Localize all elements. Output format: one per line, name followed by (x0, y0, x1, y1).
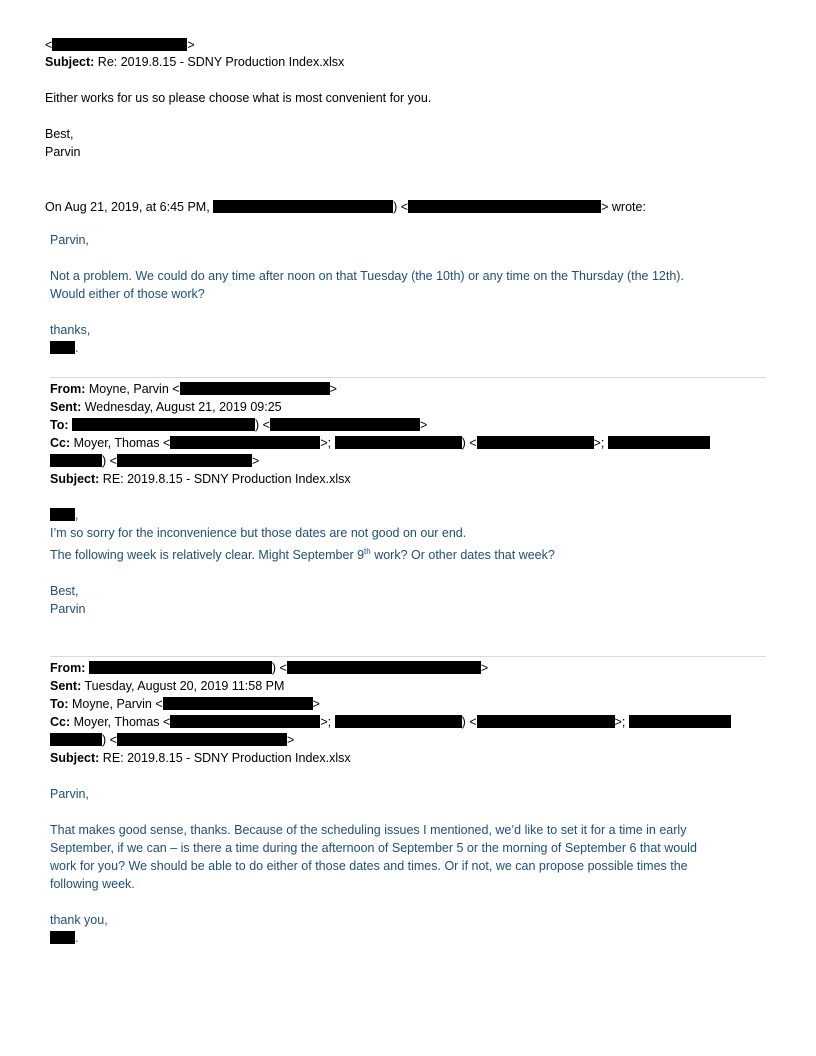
email3-subject-line (50, 749, 351, 767)
from-label: From: (50, 382, 86, 396)
sent-value: Tuesday, August 20, 2019 11:58 PM (81, 679, 285, 693)
quote-greeting: Parvin, (50, 233, 89, 247)
cc-value: Moyer, Thomas < (70, 715, 171, 729)
redaction-block (629, 715, 731, 728)
subject-label: Subject: (45, 55, 95, 69)
email2-body-line-2 (50, 546, 555, 564)
sent-value: Wednesday, August 21, 2019 09:25 (81, 400, 282, 414)
gt: > (251, 454, 260, 468)
from-label: From: (50, 661, 86, 675)
email2-sent-line (50, 398, 282, 416)
body-part-b: work? Or other dates that week? (370, 548, 555, 562)
cc-value: Moyer, Thomas < (70, 436, 171, 450)
email2-greeting (50, 506, 78, 524)
email3-greeting: Parvin, (50, 787, 89, 801)
to-label: To: (50, 697, 69, 711)
redaction-block (335, 436, 462, 449)
lt: < (45, 38, 53, 52)
sent-label: Sent: (50, 400, 82, 414)
top-subject-line (45, 53, 344, 71)
email3-body-line-1: That makes good sense, thanks. Because of the scheduling issues I mentioned, we’d like to set it for a time in early (50, 823, 687, 837)
close-lt: ) < (255, 418, 270, 432)
subject-label: Subject: (50, 472, 100, 486)
email3-signature (50, 929, 78, 947)
gt-semi: >; (614, 715, 629, 729)
body-part-a: The following week is relatively clear. Might September 9 (50, 548, 365, 562)
redaction-block (89, 661, 272, 674)
quote-intro-prefix: On Aug 21, 2019, at 6:45 PM, (45, 200, 214, 214)
gt-semi: >; (320, 715, 335, 729)
top-signature: Parvin (45, 145, 81, 159)
cc-label: Cc: (50, 436, 71, 450)
gt: > (286, 733, 295, 747)
subject-value: RE: 2019.8.15 - SDNY Production Index.xlsx (99, 472, 351, 486)
subject-label: Subject: (50, 751, 100, 765)
quote-body-line-2: Would either of those work? (50, 287, 205, 301)
redaction-block (287, 661, 481, 674)
redaction-block (50, 454, 102, 467)
redaction-block (335, 715, 462, 728)
redaction-block (50, 931, 75, 944)
quote-body-line-1: Not a problem. We could do any time after noon on that Tuesday (the 10th) or any time on the Thursday (the 12th). (50, 269, 684, 283)
gt: > (187, 38, 195, 52)
email3-from-line (50, 659, 488, 677)
gt: > (419, 418, 428, 432)
redaction-block (117, 733, 287, 746)
email3-cc-line-cont (50, 731, 294, 749)
top-address-line (45, 36, 195, 54)
gt-semi: >; (593, 436, 608, 450)
email2-from-line (50, 380, 337, 398)
greeting-tail: , (75, 508, 79, 522)
quote-intro-line (45, 198, 646, 216)
redaction-block (170, 436, 320, 449)
close-lt: ) < (461, 715, 477, 729)
email3-body-line-4: following week. (50, 877, 135, 891)
redaction-block (163, 697, 313, 710)
from-value: Moyne, Parvin < (85, 382, 180, 396)
top-signoff: Best, (45, 127, 74, 141)
gt: > (480, 661, 489, 675)
redaction-block (477, 715, 615, 728)
email2-body-line-1: I’m so sorry for the inconvenience but those dates are not good on our end. (50, 526, 467, 540)
subject-value: RE: 2019.8.15 - SDNY Production Index.xlsx (99, 751, 351, 765)
email3-sent-line (50, 677, 284, 695)
email2-cc-line-cont (50, 452, 259, 470)
email3-body-line-3: work for you? We should be able to do either of those dates and times. Or if not, we can propose possible times the (50, 859, 688, 873)
gt-semi: >; (320, 436, 335, 450)
redaction-block (270, 418, 420, 431)
signature-tail: . (75, 341, 79, 355)
email3-body-line-2: September, if we can – is there a time during the afternoon of September 5 or the morning of September 6 that would (50, 841, 697, 855)
redaction-block (50, 733, 102, 746)
email3-to-line (50, 695, 320, 713)
sent-label: Sent: (50, 679, 82, 693)
email3-signoff: thank you, (50, 913, 108, 927)
gt: > (312, 697, 320, 711)
redaction-block (170, 715, 320, 728)
message-separator (50, 377, 766, 378)
redaction-block (608, 436, 710, 449)
gt: > (329, 382, 337, 396)
message-separator (50, 656, 766, 657)
close-lt: ) < (102, 454, 117, 468)
quote-signature (50, 339, 78, 357)
close-lt: ) < (271, 661, 287, 675)
redaction-block (180, 382, 330, 395)
to-value: Moyne, Parvin < (68, 697, 163, 711)
quote-signoff: thanks, (50, 323, 91, 337)
close-lt: ) < (461, 436, 477, 450)
cc-label: Cc: (50, 715, 71, 729)
redaction-block (50, 341, 75, 354)
email2-subject-line (50, 470, 351, 488)
top-body: Either works for us so please choose what is most convenient for you. (45, 91, 432, 105)
subject-value: Re: 2019.8.15 - SDNY Production Index.xlsx (94, 55, 345, 69)
email2-cc-line (50, 434, 710, 452)
to-label: To: (50, 418, 69, 432)
ordinal-suffix: th (364, 547, 371, 556)
redaction-block (213, 200, 393, 213)
quote-intro-mid: ) < (393, 200, 409, 214)
quote-intro-suffix: > wrote: (601, 200, 646, 214)
email3-cc-line (50, 713, 731, 731)
signature-tail: . (75, 931, 79, 945)
redaction-block (408, 200, 601, 213)
redaction-block (50, 508, 75, 521)
email2-signature: Parvin (50, 602, 86, 616)
email2-to-line (50, 416, 427, 434)
redaction-block (72, 418, 255, 431)
redaction-block (477, 436, 594, 449)
redaction-block (52, 38, 187, 51)
redaction-block (117, 454, 252, 467)
email2-signoff: Best, (50, 584, 79, 598)
close-lt: ) < (102, 733, 117, 747)
